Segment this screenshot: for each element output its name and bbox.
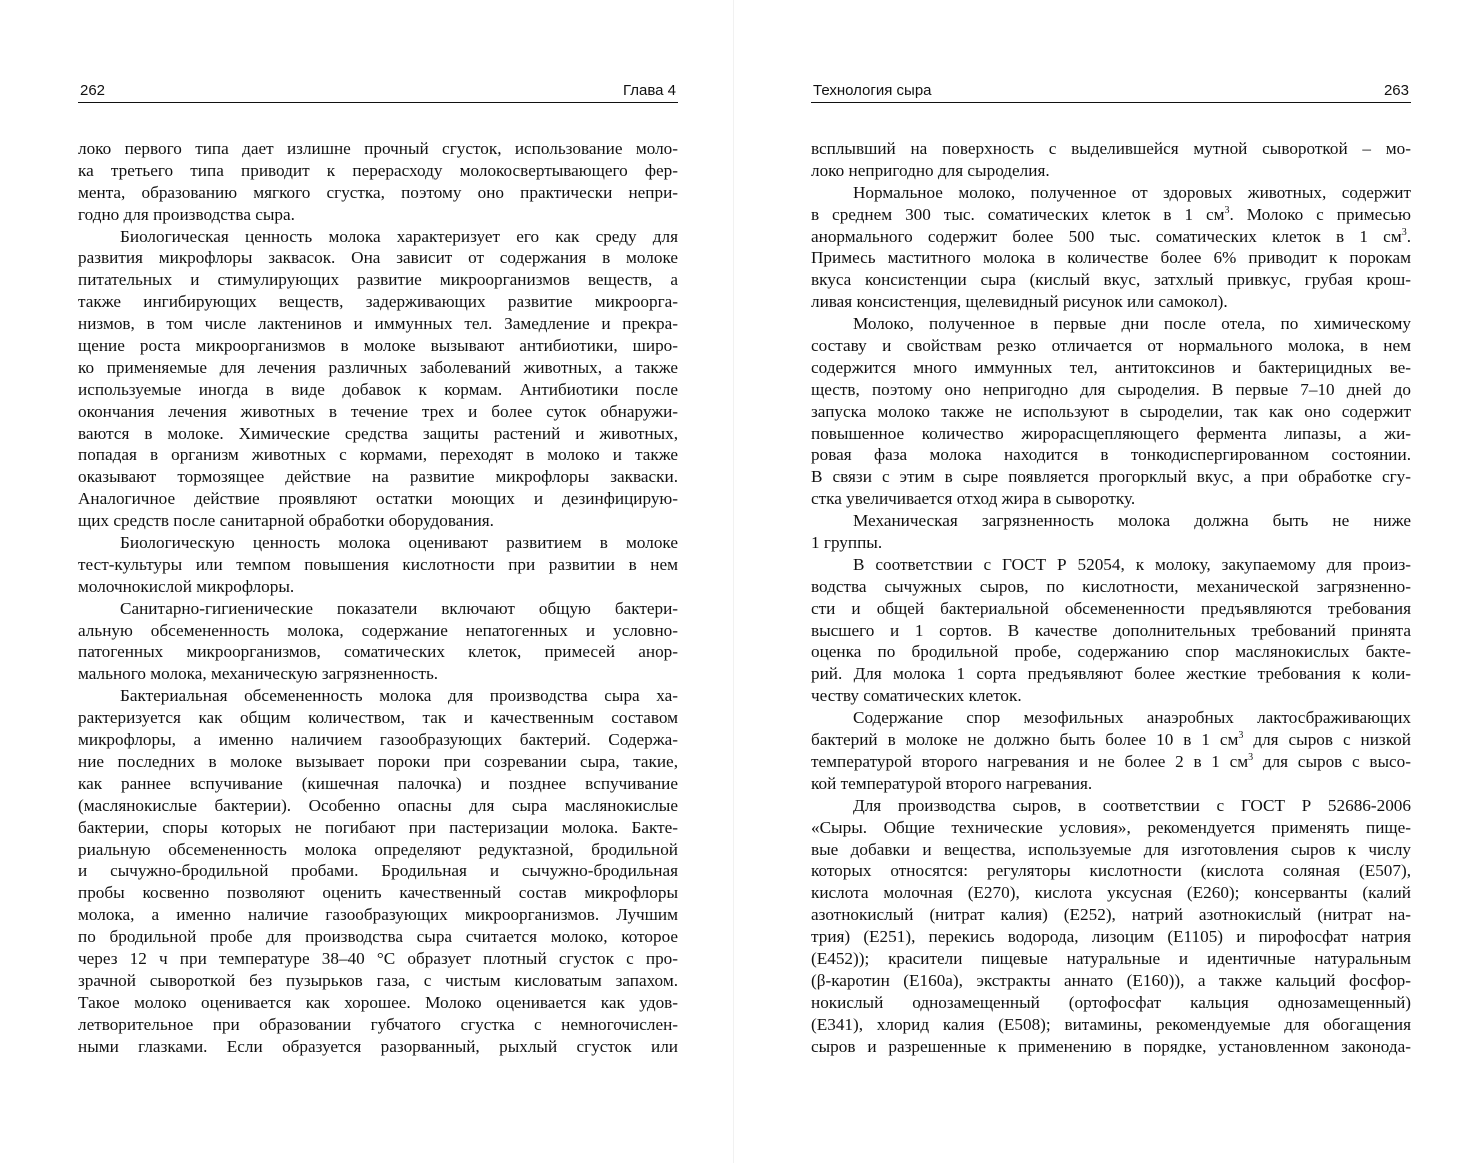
text-line: попадая в организм животных с кормами, переходят в молоко и также [78,445,678,465]
text-line: пробы косвенно позволяют оценить качественный состав микрофлоры [78,883,678,903]
text-line: Содержание спор мезофильных анаэробных лактосбраживающих [853,708,1411,728]
text-line: щение роста микроорганизмов в молоке вызывают антибиотики, широ- [78,336,678,356]
text-line: температурой второго нагревания и не более 2 в 1 $см^3$ для сыров с высо- [811,751,1411,771]
text-line: Биологическая ценность молока характеризует его как среду для [120,226,678,246]
text-line: молока, а именно наличие газообразующих микроорганизмов. Лучшим [78,905,678,925]
text-line: оказывают тормозящее действие на развитие микрофлоры закваски. [78,467,678,487]
text-line: рий. Для молока 1 сорта предъявляют более жесткие требования к коли- [811,664,1411,684]
text-line: составу и свойствам резко отличается от нормального молока, в нем [811,336,1411,356]
running-head-right [811,82,1411,103]
text-line: и сычужно-бродильной пробами. Бродильная и сычужно-бродильная [78,861,678,881]
text-line: Такое молоко оценивается как хорошее. Молоко оценивается как удов- [78,992,678,1012]
text-line: Санитарно-гигиенические показатели включают общую бактери- [120,598,678,618]
spine-fold [733,0,734,1163]
text-line: ко применяемые для лечения различных заболеваний животных, а также [78,357,678,377]
text-line: В соответствии с ГОСТ Р 52054, к молоку, закупаемому для произ- [853,554,1411,574]
text-line: трия) (Е251), перекись водорода, лизоцим (Е1105) и пирофосфат натрия [811,927,1411,947]
text-line: (Е452)); красители пищевые натуральные и идентичные натуральным [811,948,1411,968]
text-line: содержится много иммунных тел, антитоксинов и бактерицидных ве- [811,357,1411,377]
text-line: Примесь маститного молока в количестве более 6% приводит к порокам [811,248,1411,268]
text-line: бактерий в молоке не должно быть более 10 в 1 $см^3$ для сыров с низкой [811,730,1411,750]
text-line: через 12 ч при температуре 38–40 °С образует плотный сгусток с про- [78,948,678,968]
chapter-title: Глава 4 [622,82,676,99]
text-line: низмов, в том числе лактенинов и иммунных тел. Замедление и прекра- [78,314,678,334]
text-line: мального молока, механическую загрязненность. [78,664,439,684]
text-line: честву соматических клеток. [811,686,1022,706]
text-line: локо непригодно для сыроделия. [811,160,1050,180]
text-line: (Е341), хлорид калия (Е508); витамины, рекомендуемые для обогащения [811,1014,1411,1034]
text-line: ществ, поэтому оно непригодно для сыроделия. В первые 7–10 дней до [811,379,1411,399]
text-line: зрачной сывороткой без пузырьков газа, с чистым кисловатым запахом. [78,970,678,990]
page-number: 263 [1383,82,1409,99]
text-line: Для производства сыров, в соответствии с ГОСТ Р 52686-2006 [853,795,1411,815]
text-line: патогенных микроорганизмов, соматических клеток, примесей анор- [78,642,678,662]
text-line: в среднем 300 тыс. соматических клеток в 1 $см^3$. Молоко с примесью [811,204,1411,224]
text-line: анормального содержит более 500 тыс. соматических клеток в 1 $см^3$. [811,226,1411,246]
text-line: запуска молоко также не используют в сыроделии, так как оно содержит [811,401,1411,421]
text-line: Молоко, полученное в первые дни после отела, по химическому [853,314,1411,334]
text-line: годно для производства сыра. [78,204,295,224]
running-head-left [78,82,678,103]
text-line: питательных и стимулирующих развитие микроорганизмов веществ, а [78,270,678,290]
text-line: азотнокислый (нитрат калия) (Е252), натрий азотнокислый (нитрат на- [811,905,1411,925]
text-line: ными глазками. Если образуется разорванный, рыхлый сгусток или [78,1036,678,1056]
text-line: сыров и разрешенные к применению в порядке, установленном законода- [811,1036,1411,1056]
section-title: Технология сыра [813,82,932,99]
text-line: риальную обсемененность молока определяют редуктазной, бродильной [78,839,678,859]
text-line: вые добавки и вещества, используемые для изготовления сыров к числу [811,839,1411,859]
text-line: Аналогичное действие проявляют остатки моющих и дезинфицирую- [78,489,678,509]
text-line: бактерии, споры которых не погибают при пастеризации молока. Бакте- [78,817,678,837]
text-line: используемые иногда в виде добавок к кормам. Антибиотики после [78,379,678,399]
text-line: оценка по бродильной пробе, содержанию спор маслянокислых бакте- [811,642,1411,662]
text-line: мента, образованию мягкого сгустка, поэтому оно практически непри- [78,182,678,202]
text-line: ка третьего типа приводит к перерасходу молокосвертывающего фер- [78,160,678,180]
text-line: повышенное количество жирорасщепляющего фермента липазы, а жи- [811,423,1411,443]
text-line: нокислый однозамещенный (ортофосфат кальция однозамещенный) [811,992,1411,1012]
text-line: локо первого типа дает излишне прочный сгусток, использование моло- [78,139,678,158]
text-line: щих средств после санитарной обработки оборудования. [78,511,494,531]
text-line: высшего и 1 сортов. В качестве дополнительных требований принята [811,620,1411,640]
page-body-text [811,138,1411,1057]
text-line: В связи с этим в сыре появляется прогорклый вкус, а при обработке сгу- [811,467,1411,487]
text-line: по бродильной пробе для производства сыра считается молоко, которое [78,927,678,947]
text-line: альную обсемененность молока, содержание непатогенных и условно- [78,620,678,640]
text-line: ние последних в молоке вызывает пороки при созревании сыра, такие, [78,751,678,771]
text-line: (β-каротин (Е160а), экстракты аннато (Е160)), а также кальций фосфор- [811,970,1411,990]
text-line: микрофлоры, а именно наличием газообразующих бактерий. Содержа- [78,730,678,750]
text-line: развития микрофлоры заквасок. Она зависит от содержания в молоке [78,248,678,268]
text-line: всплывший на поверхность с выделившейся мутной сывороткой – мо- [811,139,1411,158]
text-line: также ингибирующих веществ, задерживающих развитие микроорга- [78,292,678,312]
text-line: как раннее вспучивание (кишечная палочка) и позднее вспучивание [78,773,678,793]
text-line: Нормальное молоко, полученное от здоровых животных, содержит [853,182,1411,202]
page-body-text [78,138,678,1057]
text-line: молочнокислой микрофлоры. [78,576,295,596]
text-line: Механическая загрязненность молока должна быть не ниже [853,511,1411,531]
text-line: ливая консистенция, щелевидный рисунок или самокол). [811,292,1228,312]
text-line: стка увеличивается отход жира в сыворотку. [811,489,1136,509]
text-line: Биологическую ценность молока оценивают развитием в молоке [120,533,678,553]
text-line: «Сыры. Общие технические условия», рекомендуется применять пище- [811,817,1411,837]
text-line: которых относятся: регуляторы кислотности (кислота соляная (Е507), [811,861,1411,881]
text-line: Бактериальная обсемененность молока для производства сыра ха- [120,686,678,706]
text-line: (маслянокислые бактерии). Особенно опасны для сыра маслянокислые [78,795,678,815]
text-line: кой температурой второго нагревания. [811,773,1093,793]
text-line: ровая фаза молока находится в тонкодиспергированном состоянии. [811,445,1411,465]
text-line: водства сычужных сыров, по кислотности, механической загрязненно- [811,576,1411,596]
text-line: рактеризуется как общим количеством, так и качественным составом [78,708,678,728]
text-line: ваются в молоке. Химические средства защиты растений и животных, [78,423,678,443]
text-line: сти и общей бактериальной обсемененности предъявляются требования [811,598,1411,618]
text-line: летворительное при образовании губчатого сгустка с немногочислен- [78,1014,678,1034]
text-line: окончания лечения животных в течение трех и более суток обнаружи- [78,401,678,421]
text-line: кислота молочная (Е270), кислота уксусная (Е260); консерванты (калий [811,883,1411,903]
text-line: 1 группы. [811,533,883,553]
text-line: тест-культуры или темпом повышения кислотности при развитии в нем [78,554,678,574]
text-line: вкуса консистенции сыра (кислый вкус, затхлый привкус, грубая крош- [811,270,1411,290]
page-number: 262 [80,82,106,99]
